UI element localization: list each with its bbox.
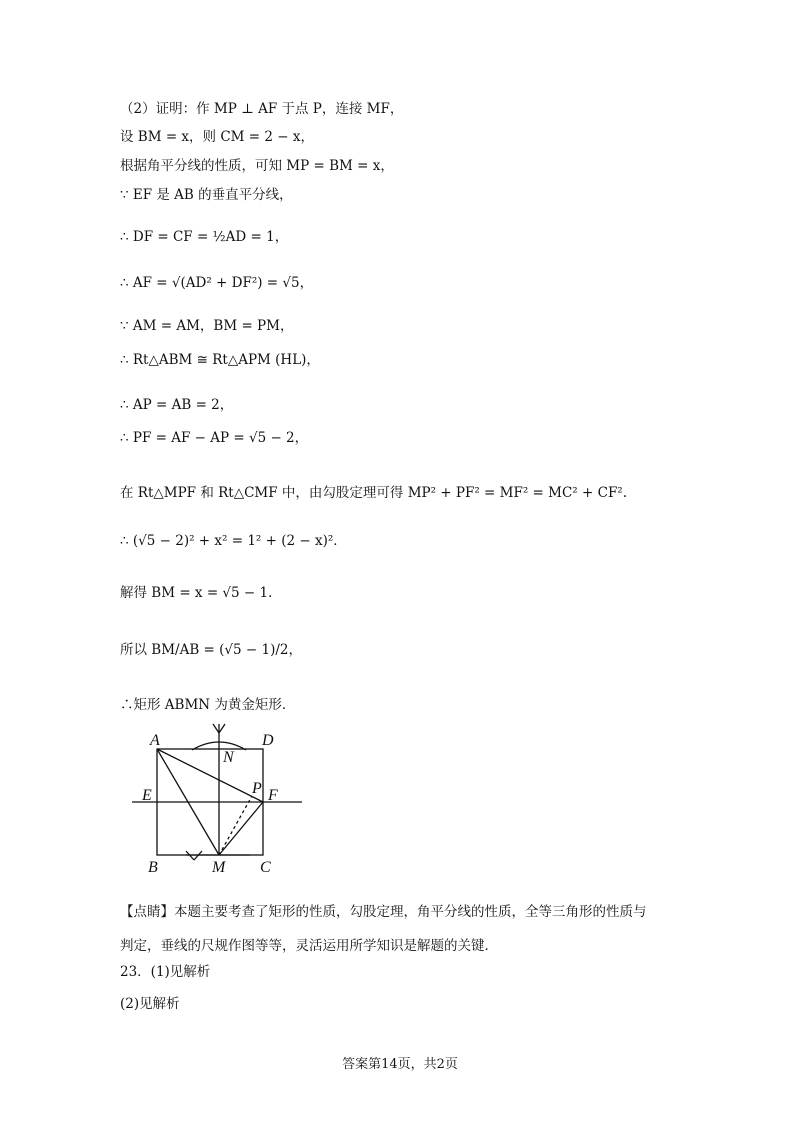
label-b: B: [148, 859, 158, 876]
label-e: E: [142, 787, 152, 804]
segment-af: [157, 749, 263, 802]
label-c: C: [260, 859, 271, 876]
proof-line-4: ∵ EF 是 AB 的垂直平分线，: [120, 187, 293, 203]
arc-n: [192, 742, 246, 750]
proof-line-11: 在 Rt△MPF 和 Rt△CMF 中，由勾股定理可得 MP² + PF² = MF² = MC² + CF².: [120, 485, 628, 501]
proof-line-9: ∴ AP = AB = 2，: [120, 397, 234, 413]
segment-mp: [219, 796, 252, 855]
proof-line-2: 设 BM = x，则 CM = 2 − x，: [120, 129, 314, 145]
proof-line-6: ∴ AF = √(AD² + DF²) = √5，: [120, 275, 314, 291]
proof-line-1: （2）证明：作 MP ⊥ AF 于点 P，连接 MF，: [120, 101, 404, 117]
proof-line-7: ∵ AM = AM，BM = PM，: [120, 318, 294, 334]
proof-line-15: ∴矩形 ABMN 为黄金矩形．: [120, 697, 296, 713]
proof-line-5: ∴ DF = CF = ½AD = 1，: [120, 229, 289, 245]
comment-line-2: 判定，垂线的尺规作图等等，灵活运用所学知识是解题的关键．: [120, 938, 498, 954]
label-n: N: [223, 749, 234, 766]
proof-line-10: ∴ PF = AF − AP = √5 − 2，: [120, 430, 309, 446]
label-d: D: [262, 732, 274, 749]
proof-line-13: 解得 BM = x = √5 − 1．: [120, 585, 282, 601]
proof-line-14: 所以 BM/AB = (√5 − 1)/2，: [120, 642, 302, 658]
comment-line-1: 【点睛】本题主要考查了矩形的性质，勾股定理，角平分线的性质，全等三角形的性质与: [120, 904, 647, 920]
proof-line-3: 根据角平分线的性质，可知 MP = BM = x，: [120, 158, 394, 174]
segment-am: [157, 749, 219, 855]
proof-line-12: ∴ (√5 − 2)² + x² = 1² + (2 − x)²．: [120, 533, 347, 549]
segment-mf: [219, 802, 263, 855]
q23-part2: (2)见解析: [120, 996, 180, 1012]
q23-part1: 23．(1)见解析: [120, 964, 211, 980]
label-p: P: [252, 780, 262, 797]
label-a: A: [150, 732, 160, 749]
page-footer: 答案第14页，共2页: [342, 1057, 458, 1072]
label-m: M: [212, 859, 226, 876]
label-f: F: [268, 787, 278, 804]
square-abcd: [157, 749, 263, 855]
proof-line-8: ∴ Rt△ABM ≅ Rt△APM (HL)，: [120, 352, 320, 368]
